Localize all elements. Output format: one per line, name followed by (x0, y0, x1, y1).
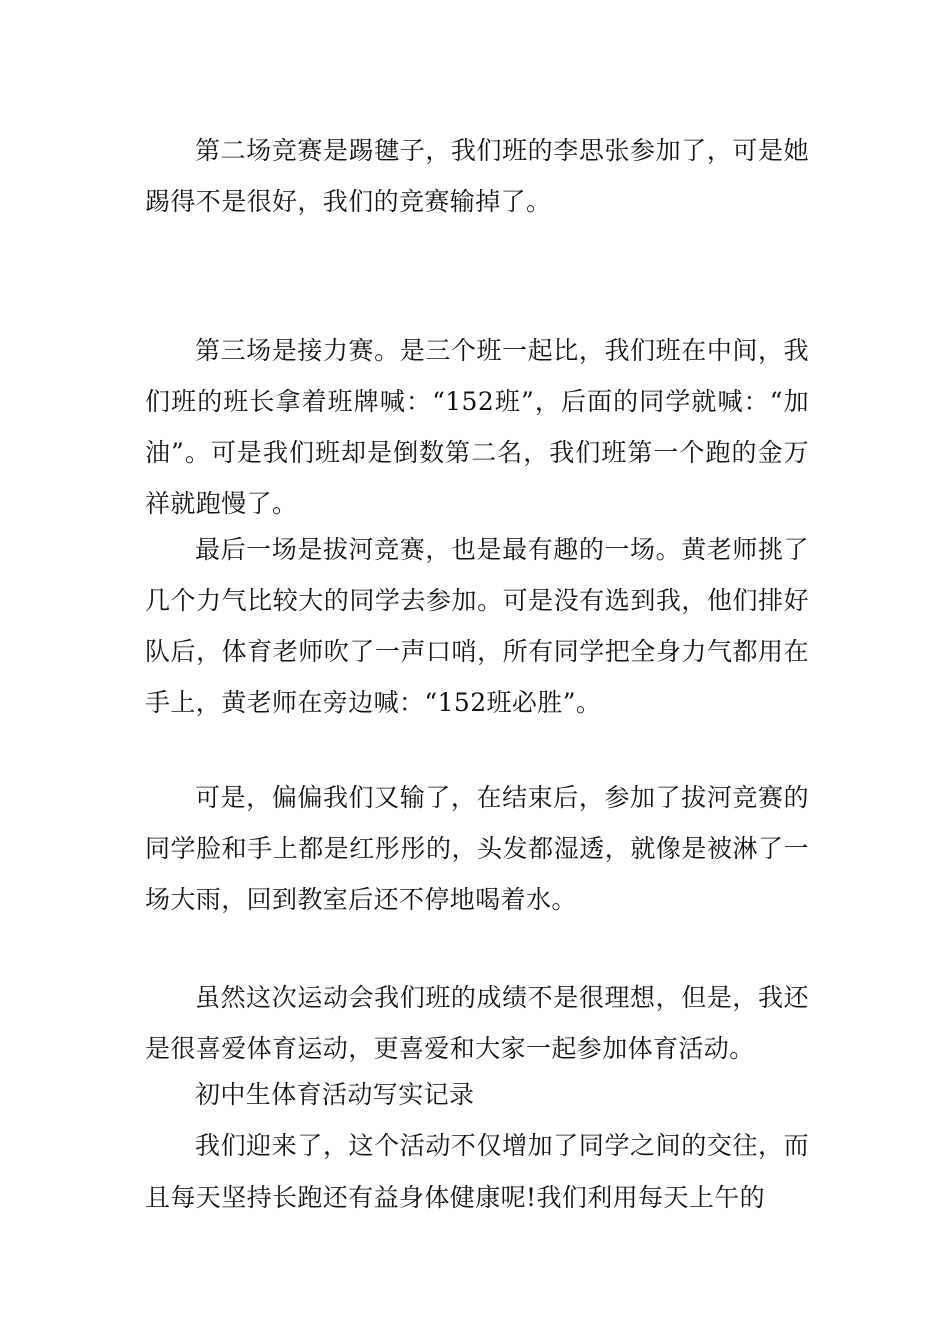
paragraph-lost-again: 可是，偏偏我们又输了，在结束后，参加了拔河竞赛的同学脸和手上都是红彤彤的，头发都湿透，就像是被淋了一场大雨，回到教室后还不停地喝着水。 (145, 783, 809, 914)
paragraph-conclusion: 虽然这次运动会我们班的成绩不是很理想，但是，我还是很喜爱体育运动，更喜爱和大家一起参加体育活动。 (145, 983, 809, 1063)
paragraph-tug-of-war: 最后一场是拔河竞赛，也是最有趣的一场。黄老师挑了几个力气比较大的同学去参加。可是没有选到我，他们排好队后，体育老师吹了一声口哨，所有同学把全身力气都用在手上，黄老师在旁边喊：“152班必胜”。 (145, 535, 809, 717)
paragraph-shuttlecock: 第二场竞赛是踢毽子，我们班的李思张参加了，可是她踢得不是很好，我们的竞赛输掉了。 (145, 136, 809, 216)
section-title: 初中生体育活动写实记录 (195, 1080, 475, 1109)
paragraph-intro: 我们迎来了，这个活动不仅增加了同学之间的交往，而且每天坚持长跑还有益身体健康呢!我们利用每天上午的 (145, 1131, 809, 1212)
paragraph-relay: 第三场是接力赛。是三个班一起比，我们班在中间，我们班的班长拿着班牌喊：“152班”，后面的同学就喊：“加油”。可是我们班却是倒数第二名，我们班第一个跑的金万祥就跑慢了。 (145, 336, 809, 518)
